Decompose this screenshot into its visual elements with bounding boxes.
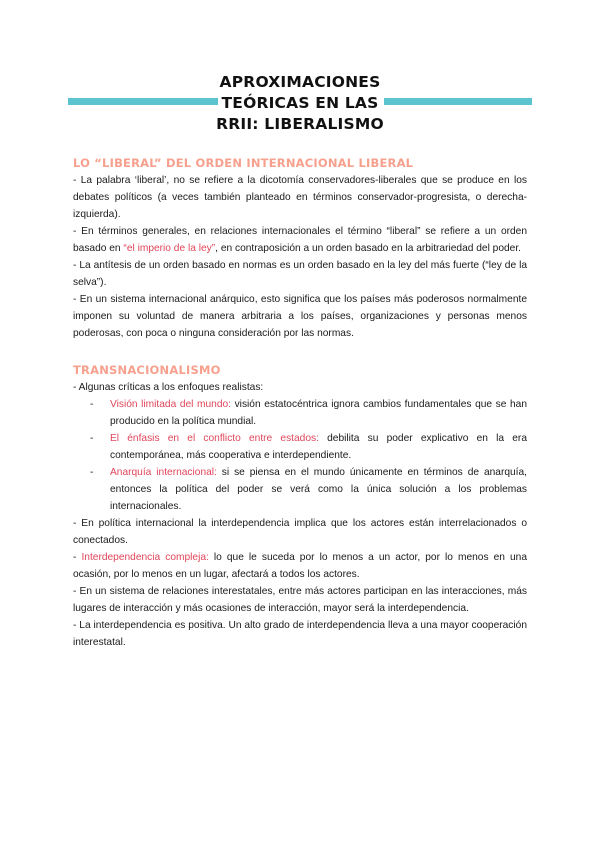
paragraph-text: , en contraposición a un orden basado en la arbitrariedad del poder. [215,243,521,254]
paragraph: - La interdependencia es positiva. Un alto grado de interdependencia lleva a una mayor cooperación interestatal. [73,620,527,648]
list-dash: - [90,467,94,478]
title-line-3: RRII: LIBERALISMO [216,115,384,133]
critique-list [73,396,527,515]
highlighted-term: El énfasis en el conflicto entre estados: [110,433,319,444]
paragraph-text: - En términos generales, en relaciones internacionales el término “liberal” se refiere a un orden basado en [73,226,527,254]
section-heading-liberal-order: LO “LIBERAL” DEL ORDEN INTERNACIONAL LIBERAL [73,156,414,170]
list-dash: - [90,399,94,410]
paragraph: - En política internacional la interdependencia implica que los actores están interrelacionados o conectados. [73,518,527,546]
document-title [200,72,400,135]
highlighted-term: Interdependencia compleja: [81,552,209,563]
title-line-1: APROXIMACIONES [219,73,381,91]
list-item-text: si se piensa en el mundo únicamente en términos de anarquía, entonces la política del poder se verá como la única solución a los problemas internacionales. [110,467,527,512]
paragraph: - En un sistema internacional anárquico, esto significa que los países más poderosos normalmente imponen su voluntad de manera arbitraria a los países, organizaciones y personas menos poderosas, con poca o ninguna consideración por las normas. [73,294,527,339]
list-item [90,396,527,430]
paragraph: - En un sistema de relaciones interestatales, entre más actores participan en las interacciones, más lugares de interacción y más ocasiones de interacción, mayor será la interdependencia. [73,586,527,614]
document-body [73,155,527,651]
paragraph-text: - [73,552,82,563]
title-bar-left [68,98,218,105]
highlighted-term: Anarquía internacional: [110,467,217,478]
highlighted-term: Visión limitada del mundo: [110,399,231,410]
paragraph: - Algunas críticas a los enfoques realistas: [73,382,264,393]
title-line-2: TEÓRICAS EN LAS [221,94,379,112]
list-item [90,464,527,515]
list-item [90,430,527,464]
section-heading-transnationalism: TRANSNACIONALISMO [73,363,221,377]
list-dash: - [90,433,94,444]
paragraph [73,223,527,257]
title-bar-right [384,98,532,105]
paragraph [73,549,527,583]
paragraph-text: lo que le suceda por lo menos a un actor, por lo menos en una ocasión, por lo menos en un lugar, afectará a todos los actores. [73,552,527,580]
paragraph: - La palabra ‘liberal’, no se refiere a la dicotomía conservadores-liberales que se produce en los debates políticos (a veces también planteado en términos conservador-progresista, o derecha-izquierda). [73,175,527,220]
document-title-block [0,70,600,140]
highlighted-term: “el imperio de la ley” [123,243,216,254]
list-item-text: visión estatocéntrica ignora cambios fundamentales que se han producido en la política mundial. [110,399,527,427]
paragraph: - La antítesis de un orden basado en normas es un orden basado en la ley del más fuerte (“ley de la selva”). [73,260,527,288]
list-item-text: debilita su poder explicativo en la era contemporánea, más cooperativa e interdependiente. [110,433,527,461]
